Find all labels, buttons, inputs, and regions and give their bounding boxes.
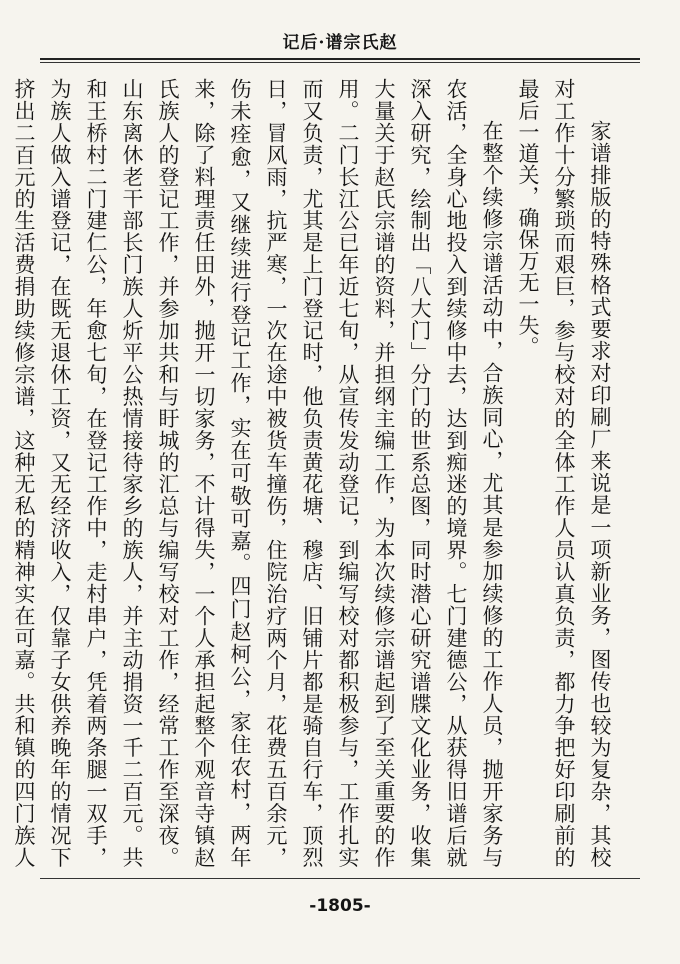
paragraph-1: 家谱排版的特殊格式要求对印刷厂来说是一项新业务，图传也较为复杂，其校对工作十分繁琐而艰巨，参与校对的全体工作人员认真负责，都力争把好印刷前的最后一道关，确保万无一失。: [516, 78, 612, 868]
vertical-body-text: [12, 78, 618, 868]
header-rule-thin: [40, 62, 640, 63]
paragraph-2: 在整个续修宗谱活动中，合族同心，尤其是参加续修的工作人员，抛开家务与农活，全身心地投入到续修中去，达到痴迷的境界。七门建德公，从获得旧谱后就深入研究，绘制出「八大门」分门的世系总图，同时潜心研究谱牒文化业务，收集大量关于赵氏宗谱的资料，并担纲主编工作，为本次续修宗谱起到了至关重要的作用。二门长江公已年近七旬，从宣传发动登记，到编写校对都积极参与，工作扎实而又负责，尤其是上门登记时，他负责黄花塘、穆店、旧铺片都是骑自行车，顶烈日，冒风雨，抗严寒，一次在途中被货车撞伤，住院治疗两个月，花费五百余元，伤未痊愈，又继续进行登记工作，实在可敬可嘉。四门赵柯公，家住农村，两年来，除了料理责任田外，抛开一切家务，不计得失，一个人承担起整个观音寺镇赵氏族人的登记工作，并参加共和与盱城的汇总与编写校对工作，经常工作至深夜。山东离休老干部长门族人炘平公热情接待家乡的族人，并主动捐资一千二百元。共和王桥村二门建仁公，年愈七旬，在登记工作中，走村串户，凭着两条腿一双手，为族人做入谱登记，在既无退休工资，又无经济收入，仅靠子女供养晚年的情况下挤出二百元的生活费捐助续修宗谱，这种无私的精神实在可嘉。共和镇的四门族人: [12, 78, 504, 868]
header-rule-thick: [40, 58, 640, 60]
footer-rule: [40, 878, 640, 879]
running-header-title: 记后·谱宗氏赵: [282, 33, 398, 53]
page-number: -1805-: [309, 896, 371, 916]
